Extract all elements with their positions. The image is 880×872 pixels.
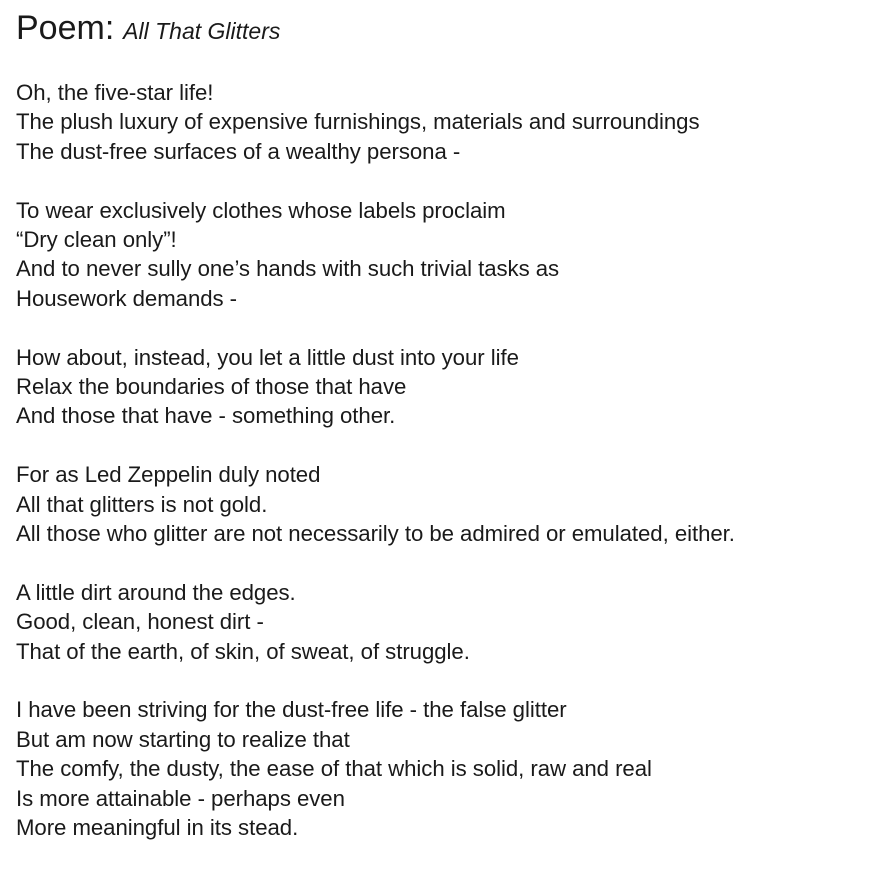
- poem-line: That of the earth, of skin, of sweat, of struggle.: [16, 638, 470, 664]
- poem-line: How about, instead, you let a little dust into your life: [16, 344, 519, 370]
- poem-line: Good, clean, honest dirt -: [16, 609, 264, 635]
- poem-line: All that glitters is not gold.: [16, 491, 268, 517]
- stanza-4: [16, 460, 878, 548]
- poem-line: Is more attainable - perhaps even: [16, 785, 345, 811]
- stanza-2: [16, 196, 878, 314]
- poem-title: All That Glitters: [123, 18, 281, 44]
- poem-line: The plush luxury of expensive furnishings, materials and surroundings: [16, 109, 700, 135]
- poem-line: And those that have - something other.: [16, 403, 396, 429]
- poem-line: But am now starting to realize that: [16, 726, 350, 752]
- poem-line: Housework demands -: [16, 285, 238, 311]
- poem-line: All those who glitter are not necessarily to be admired or emulated, either.: [16, 521, 735, 547]
- poem-line: For as Led Zeppelin duly noted: [16, 462, 321, 488]
- poem-body: [16, 78, 878, 842]
- poem-line: And to never sully one’s hands with such trivial tasks as: [16, 256, 560, 282]
- stanza-5: [16, 578, 878, 666]
- poem-header: [16, 8, 878, 48]
- poem-line: To wear exclusively clothes whose labels proclaim: [16, 197, 506, 223]
- poem-line: “Dry clean only”!: [16, 227, 177, 253]
- poem: [16, 8, 878, 872]
- poem-line: The comfy, the dusty, the ease of that which is solid, raw and real: [16, 756, 652, 782]
- poem-line: A little dirt around the edges.: [16, 579, 296, 605]
- poem-line: Oh, the five-star life!: [16, 80, 214, 105]
- poem-line: The dust-free surfaces of a wealthy persona -: [16, 138, 461, 164]
- poem-label: Poem:: [16, 9, 115, 47]
- poem-line: More meaningful in its stead.: [16, 815, 299, 841]
- stanza-6: [16, 695, 878, 842]
- stanza-3: [16, 343, 878, 431]
- poem-line: Relax the boundaries of those that have: [16, 374, 407, 400]
- poem-line: I have been striving for the dust-free life - the false glitter: [16, 697, 567, 723]
- stanza-1: [16, 78, 878, 166]
